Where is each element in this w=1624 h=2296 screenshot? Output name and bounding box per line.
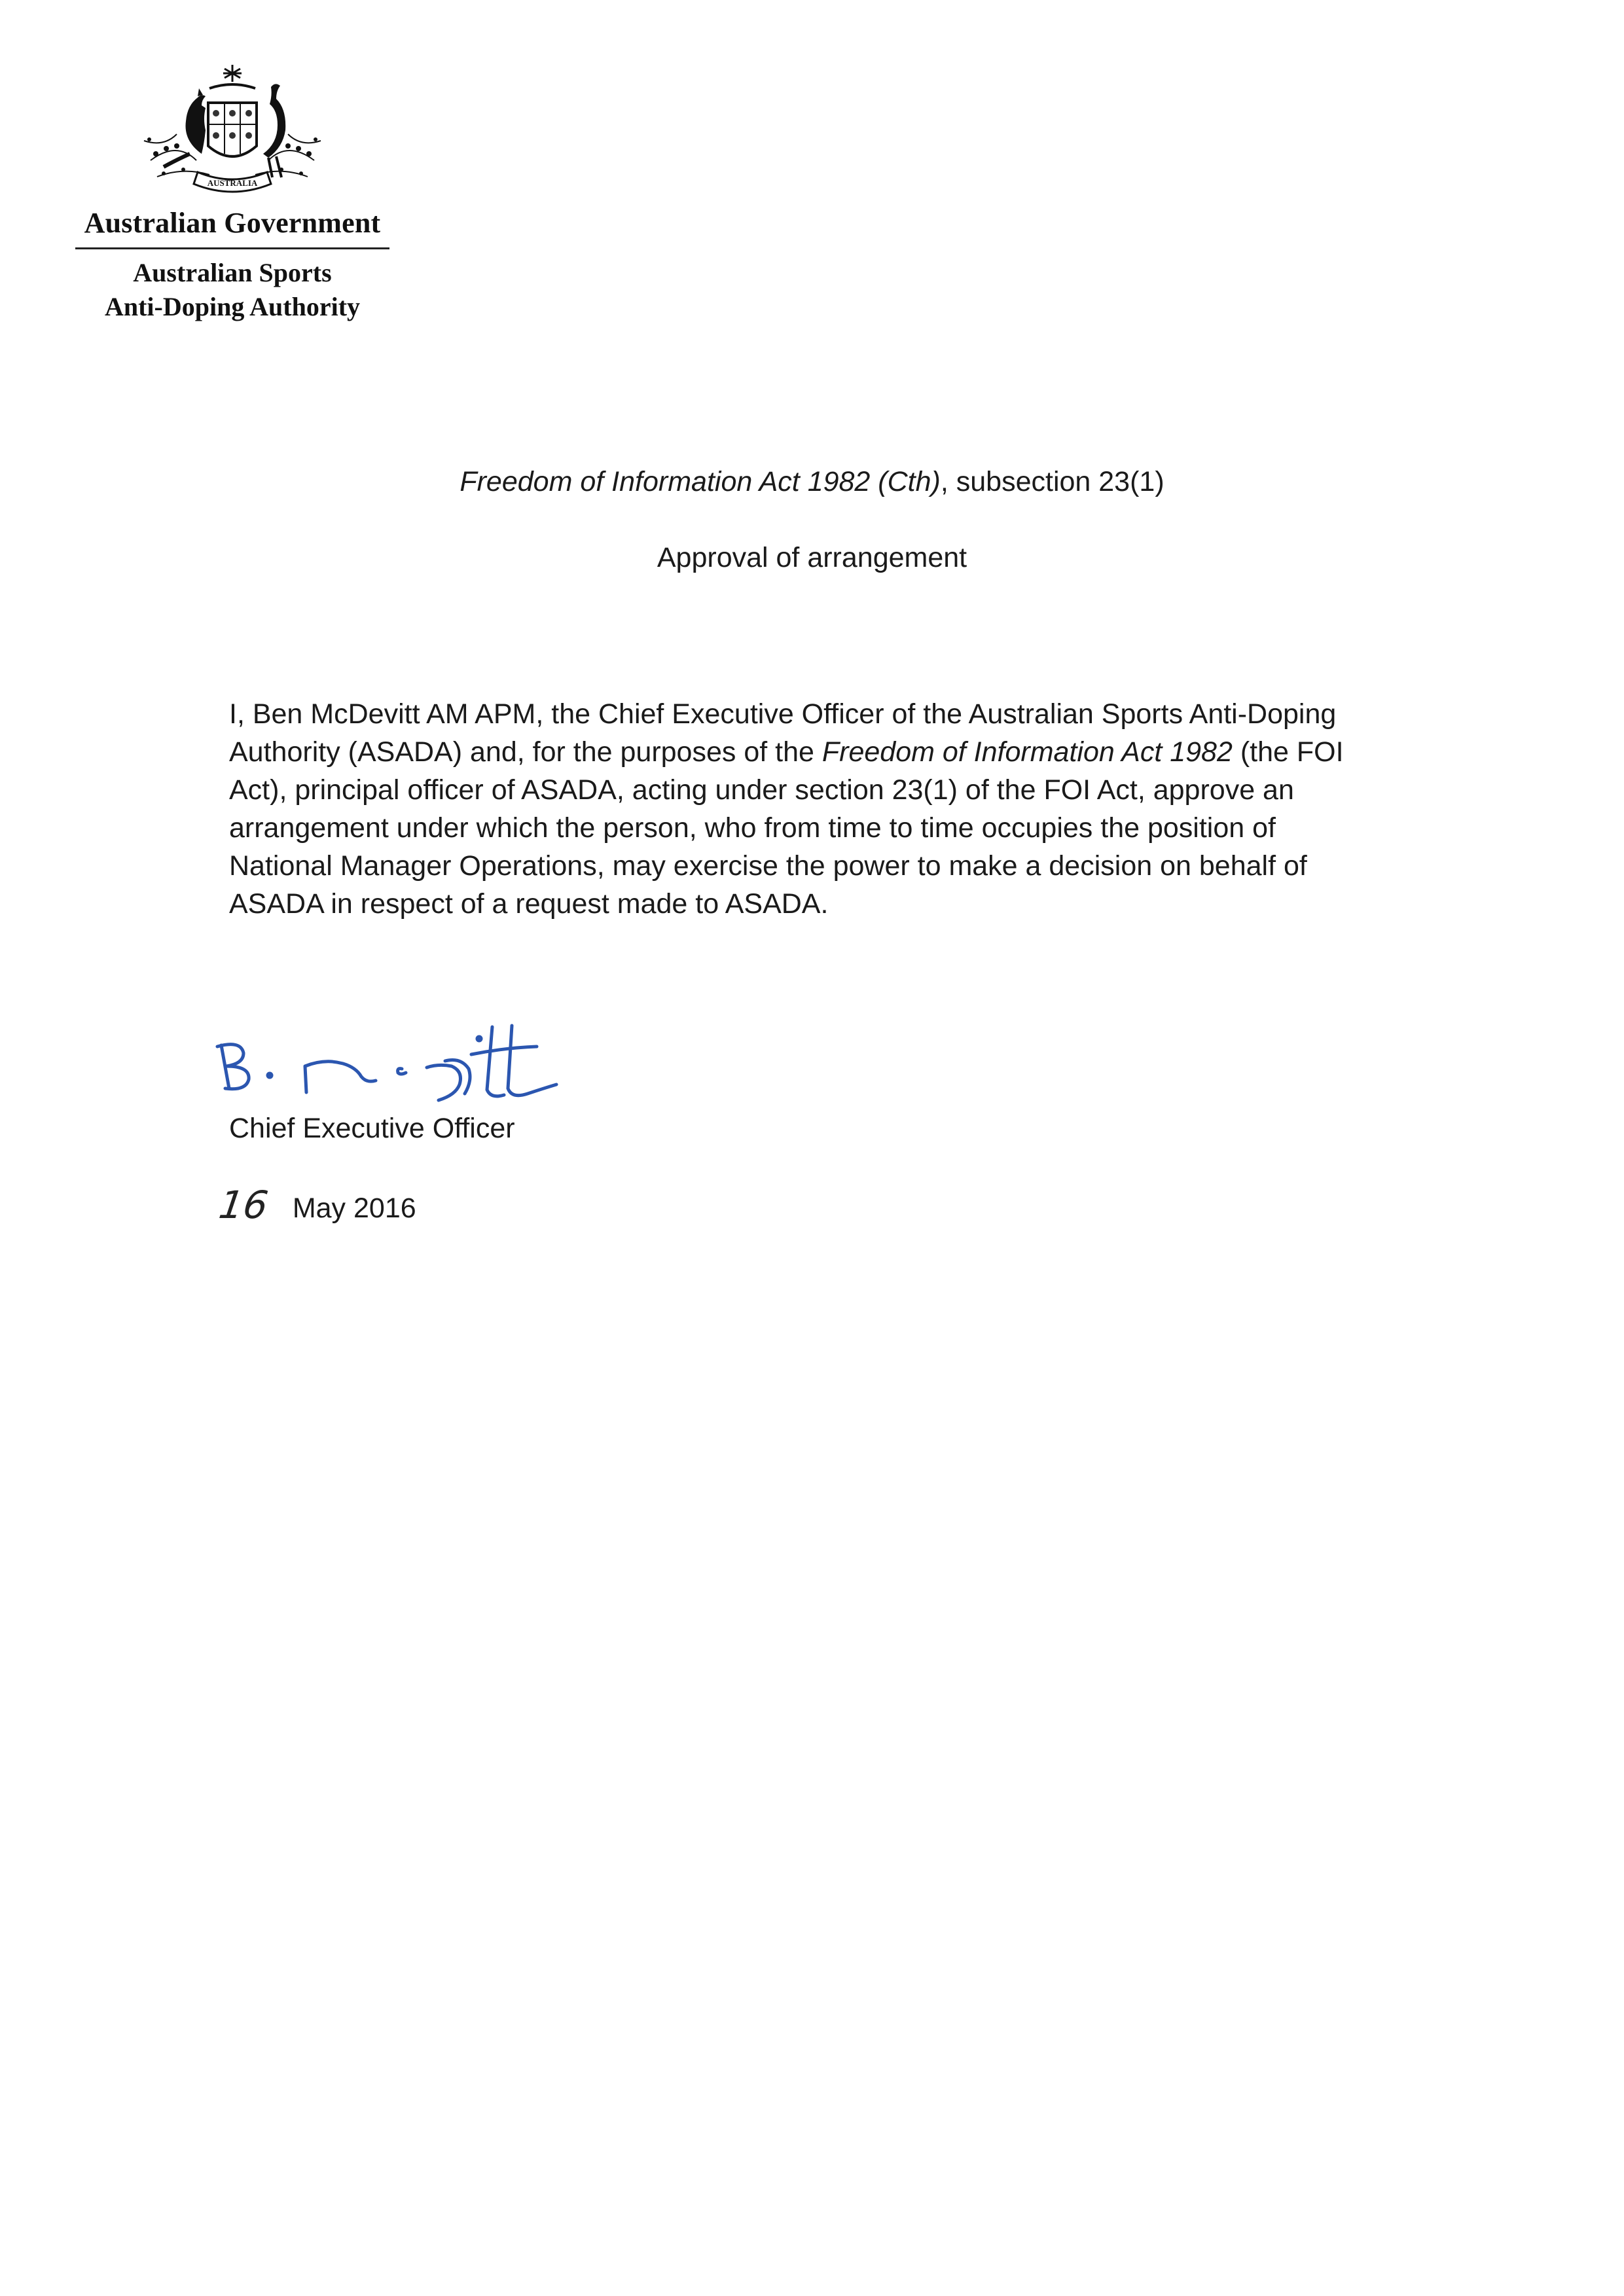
handwritten-day: 16: [216, 1183, 271, 1227]
paragraph-line: arrangement under which the person, who from time to time occupies the position of: [229, 812, 1276, 844]
paragraph-line: Act), principal officer of ASADA, acting under section 23(1) of the FOI Act, approve an: [229, 774, 1294, 806]
paragraph-line: National Manager Operations, may exercise the power to make a decision on behalf of: [229, 850, 1307, 882]
government-name: Australian Government: [75, 206, 389, 249]
date-month-year: May 2016: [292, 1192, 416, 1224]
handwritten-signature: [209, 1011, 576, 1106]
signer-title: Chief Executive Officer: [229, 1113, 515, 1144]
act-title: Freedom of Information Act 1982 (Cth): [460, 466, 941, 497]
act-reference-heading: [0, 466, 1624, 498]
act-subsection: , subsection 23(1): [940, 466, 1164, 497]
paragraph-line: [229, 733, 1427, 771]
agency-name-line1: Australian Sports: [133, 258, 332, 287]
document-subtitle: Approval of arrangement: [657, 542, 967, 573]
letterhead: [75, 62, 389, 324]
crest-motto: AUSTRALIA: [207, 178, 258, 188]
paragraph-line: ASADA in respect of a request made to ASADA.: [229, 888, 829, 920]
approval-paragraph: [229, 695, 1427, 923]
paragraph-line: I, Ben McDevitt AM APM, the Chief Executive Officer of the Australian Sports Anti-Doping: [229, 698, 1337, 730]
signature-date: [216, 1183, 416, 1227]
paragraph-text: (the FOI: [1232, 736, 1344, 768]
agency-name-line2: Anti-Doping Authority: [104, 292, 361, 321]
paragraph-text: Authority (ASADA) and, for the purposes of the: [229, 736, 822, 768]
act-title-inline: Freedom of Information Act 1982: [821, 736, 1233, 768]
coat-of-arms-icon: [137, 62, 327, 200]
